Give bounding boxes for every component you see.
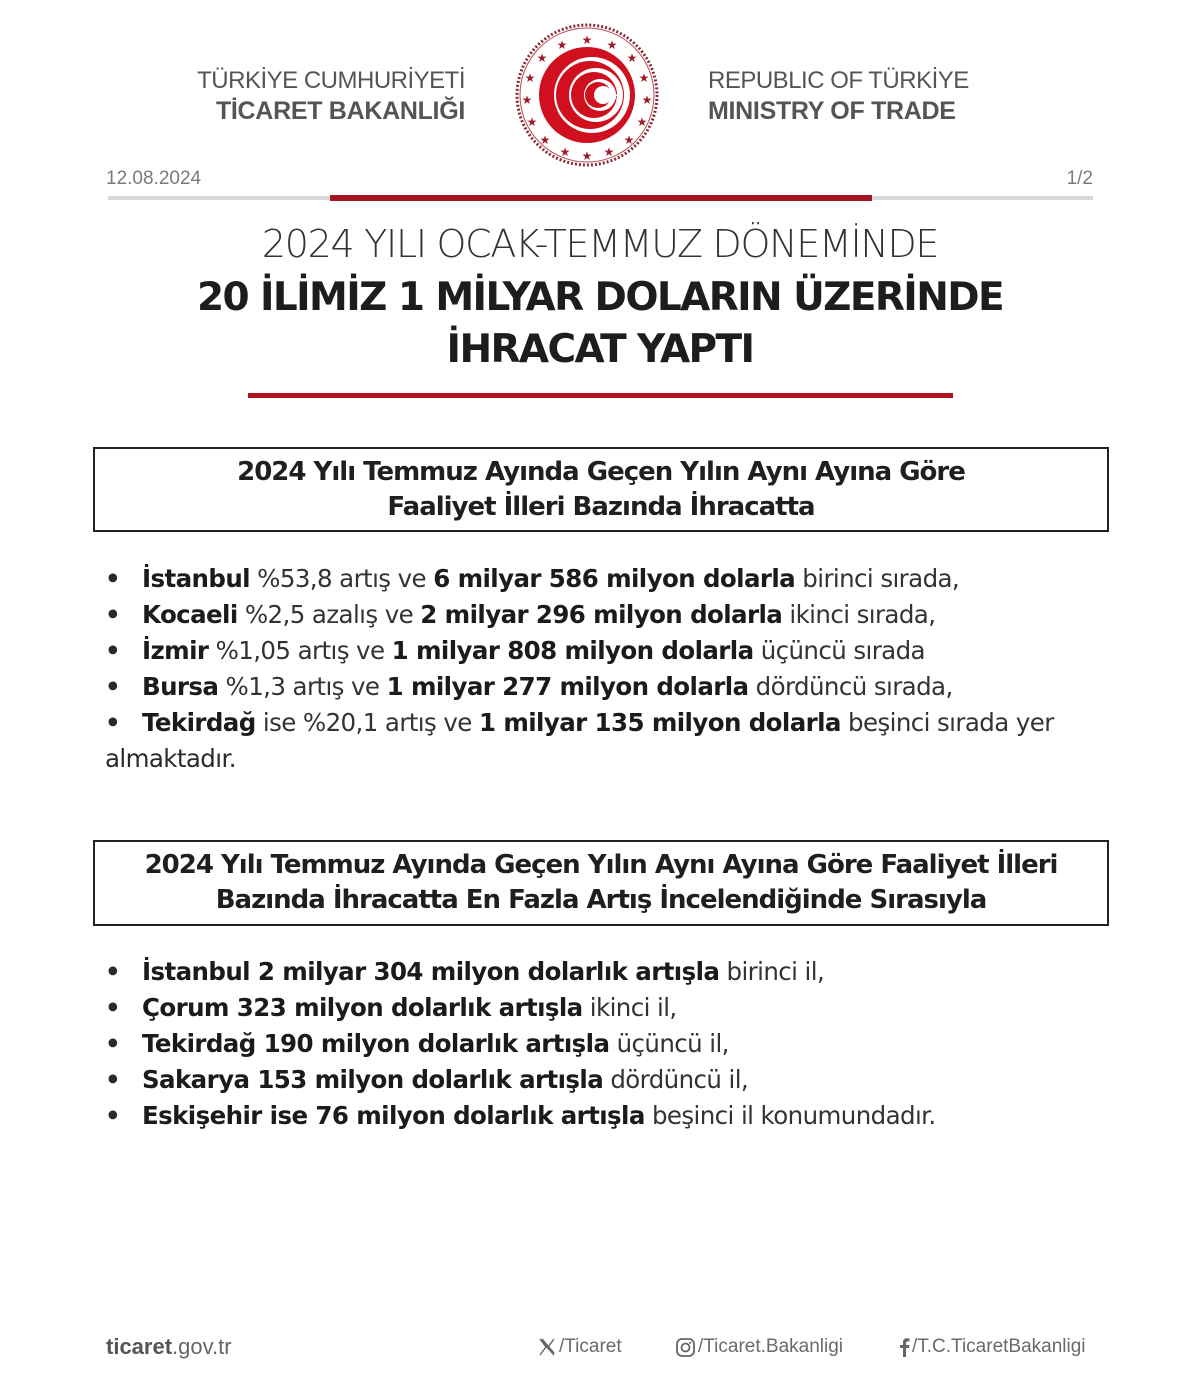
section2-list bbox=[105, 954, 1105, 1134]
increase-highlight: Eskişehir ise 76 milyon dolarlık artışla bbox=[142, 1101, 645, 1130]
site-name-bold: ticaret bbox=[106, 1334, 173, 1359]
svg-text:★: ★ bbox=[606, 38, 618, 52]
rank-text: dördüncü il, bbox=[603, 1065, 749, 1094]
header-ministry-en: MINISTRY OF TRADE bbox=[708, 97, 956, 125]
rank-text: ikinci il, bbox=[582, 993, 677, 1022]
header-ministry-tr: TİCARET BAKANLIĞI bbox=[215, 97, 465, 125]
export-amount: 1 milyar 135 milyon dolarla bbox=[478, 708, 841, 737]
ministry-seal-icon bbox=[512, 22, 662, 168]
svg-text:★: ★ bbox=[623, 133, 635, 147]
instagram-icon bbox=[675, 1337, 696, 1358]
facebook-icon bbox=[898, 1337, 910, 1358]
x-handle: /Ticaret bbox=[559, 1336, 622, 1357]
bullet-icon: • bbox=[105, 636, 121, 665]
section1-title-line1: 2024 Yılı Temmuz Ayında Geçen Yılın Aynı Ayına Göre bbox=[237, 457, 965, 487]
change-text: %1,3 artış ve bbox=[218, 672, 387, 701]
export-amount: 6 milyar 586 milyon dolarla bbox=[433, 564, 796, 593]
header-left-block bbox=[190, 66, 465, 126]
list-item bbox=[105, 1098, 1105, 1134]
instagram-social-link[interactable] bbox=[675, 1336, 843, 1358]
headline-line3: İHRACAT YAPTI bbox=[446, 327, 754, 372]
svg-text:★: ★ bbox=[539, 133, 551, 147]
increase-highlight: İstanbul 2 milyar 304 milyon dolarlık artışla bbox=[142, 957, 720, 986]
bullet-icon: • bbox=[105, 564, 121, 593]
headline-main bbox=[0, 272, 1200, 376]
svg-text:★: ★ bbox=[536, 51, 548, 65]
svg-text:★: ★ bbox=[641, 93, 653, 107]
list-item bbox=[105, 561, 1105, 597]
website-link[interactable] bbox=[106, 1334, 232, 1360]
bullet-icon: • bbox=[105, 1065, 121, 1094]
list-item bbox=[105, 633, 1105, 669]
city-name: Kocaeli bbox=[142, 600, 238, 629]
rank-text: dördüncü sırada, bbox=[748, 672, 953, 701]
change-text: ise %20,1 artış ve bbox=[255, 708, 479, 737]
list-item bbox=[105, 990, 1105, 1026]
change-text: %1,05 artış ve bbox=[208, 636, 392, 665]
svg-text:★: ★ bbox=[636, 115, 648, 129]
rank-text: birinci il, bbox=[719, 957, 825, 986]
increase-highlight: Sakarya 153 milyon dolarlık artışla bbox=[142, 1065, 604, 1094]
header-right-block bbox=[708, 66, 1008, 126]
footer bbox=[0, 1334, 1200, 1364]
bullet-icon: • bbox=[105, 1029, 121, 1058]
rank-text: üçüncü sırada bbox=[753, 636, 925, 665]
bullet-icon: • bbox=[105, 957, 121, 986]
export-amount: 2 milyar 296 milyon dolarla bbox=[420, 600, 783, 629]
header-country-en: REPUBLIC OF TÜRKİYE bbox=[708, 67, 969, 94]
section1-list bbox=[105, 561, 1105, 777]
svg-text:★: ★ bbox=[638, 71, 650, 85]
rank-text: birinci sırada, bbox=[795, 564, 960, 593]
svg-text:★: ★ bbox=[526, 115, 538, 129]
export-amount: 1 milyar 808 milyon dolarla bbox=[391, 636, 754, 665]
section1-title-box bbox=[93, 447, 1109, 532]
list-item bbox=[105, 669, 1105, 705]
export-amount: 1 milyar 277 milyon dolarla bbox=[386, 672, 749, 701]
svg-text:★: ★ bbox=[608, 89, 620, 103]
facebook-social-link[interactable] bbox=[898, 1336, 1086, 1358]
headline-divider bbox=[248, 393, 953, 398]
rank-text: üçüncü il, bbox=[609, 1029, 729, 1058]
change-text: %53,8 artış ve bbox=[249, 564, 434, 593]
headline-line2: 20 İLİMİZ 1 MİLYAR DOLARIN ÜZERİNDE bbox=[196, 275, 1004, 320]
svg-text:★: ★ bbox=[559, 145, 571, 159]
svg-text:★: ★ bbox=[524, 71, 536, 85]
bullet-icon: • bbox=[105, 600, 121, 629]
x-logo-icon bbox=[537, 1337, 557, 1357]
section2-title-line1: 2024 Yılı Temmuz Ayında Geçen Yılın Aynı Ayına Göre Faaliyet İlleri bbox=[144, 850, 1058, 880]
list-item bbox=[105, 1062, 1105, 1098]
city-name: Tekirdağ bbox=[142, 708, 256, 737]
rank-text: beşinci sırada yer bbox=[840, 708, 1054, 737]
section2-title-line2: Bazında İhracatta En Fazla Artış İncelendiğinde Sırasıyla bbox=[215, 885, 987, 915]
bullet-icon: • bbox=[105, 1101, 121, 1130]
rank-text: beşinci il konumundadır. bbox=[644, 1101, 936, 1130]
facebook-handle: /T.C.TicaretBakanligi bbox=[912, 1336, 1086, 1357]
svg-text:★: ★ bbox=[556, 38, 568, 52]
bullet-icon: • bbox=[105, 993, 121, 1022]
change-text: %2,5 azalış ve bbox=[237, 600, 421, 629]
svg-text:★: ★ bbox=[581, 149, 593, 163]
list-item bbox=[105, 597, 1105, 633]
section1-title-line2: Faaliyet İlleri Bazında İhracatta bbox=[387, 492, 815, 522]
city-name: İstanbul bbox=[142, 564, 250, 593]
list-item bbox=[105, 705, 1105, 741]
list-wrap-tail: almaktadır. bbox=[105, 744, 236, 773]
svg-text:★: ★ bbox=[521, 93, 533, 107]
header-country-tr: TÜRKİYE CUMHURİYETİ bbox=[197, 67, 465, 94]
headline-line1: 2024 YILI OCAK-TEMMUZ DÖNEMİNDE bbox=[261, 222, 939, 266]
svg-text:★: ★ bbox=[603, 145, 615, 159]
header-divider-accent bbox=[330, 195, 872, 201]
section2-title-box bbox=[93, 840, 1109, 926]
bullet-icon: • bbox=[105, 708, 121, 737]
rank-text: ikinci sırada, bbox=[782, 600, 936, 629]
increase-highlight: Tekirdağ 190 milyon dolarlık artışla bbox=[142, 1029, 610, 1058]
svg-text:★: ★ bbox=[581, 33, 593, 47]
list-item bbox=[105, 1026, 1105, 1062]
city-name: İzmir bbox=[142, 636, 209, 665]
bullet-icon: • bbox=[105, 672, 121, 701]
instagram-handle: /Ticaret.Bakanligi bbox=[698, 1336, 844, 1357]
page-indicator: 1/2 bbox=[1066, 168, 1093, 189]
increase-highlight: Çorum 323 milyon dolarlık artışla bbox=[142, 993, 583, 1022]
site-domain: .gov.tr bbox=[172, 1334, 232, 1359]
list-item bbox=[105, 954, 1105, 990]
city-name: Bursa bbox=[142, 672, 219, 701]
x-social-link[interactable] bbox=[537, 1336, 622, 1358]
svg-text:★: ★ bbox=[626, 51, 638, 65]
publish-date: 12.08.2024 bbox=[106, 168, 202, 189]
